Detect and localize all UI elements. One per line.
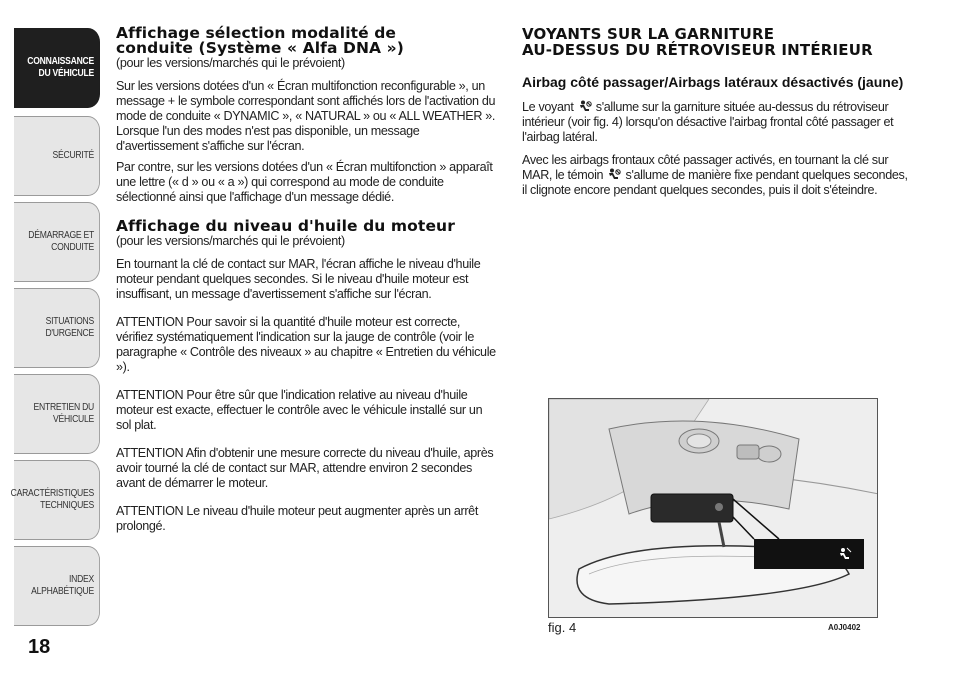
section-oil-level [116,219,500,534]
subsection-title: Airbag côté passager/Airbags latéraux désactivés (jaune) [522,74,904,90]
page-number: 18 [28,636,51,658]
section-title-line2: AU-DESSUS DU RÉTROVISEUR INTÉRIEUR [522,41,873,59]
section-note: (pour les versions/marchés qui le prévoient) [116,56,345,70]
tab-situations-urgence[interactable]: SITUATIONS D'URGENCE [14,288,100,368]
figure-code: A0J0402 [828,623,861,632]
warning-paragraph: ATTENTION Le niveau d'huile moteur peut augmenter après un arrêt prolongé. [116,504,478,533]
warning-paragraph: ATTENTION Pour être sûr que l'indication relative au niveau d'huile moteur est exacte, effectuer le contrôle avec le véhicule installé sur un sol plat. [116,388,483,432]
tab-index-alphabetique[interactable]: INDEX ALPHABÉTIQUE [14,546,100,626]
airbag-off-icon [578,100,592,113]
paragraph: En tournant la clé de contact sur MAR, l'écran affiche le niveau d'huile moteur pendant quelques secondes. Si le niveau d'huile moteur est insuffisant, un message d'avertissement s'affiche sur l'écran. [116,257,481,301]
section-title-line1: Affichage sélection modalité de [116,24,397,42]
warning-paragraph: ATTENTION Pour savoir si la quantité d'huile moteur est correcte, vérifiez systématiquement l'indication sur la jauge de contrôle (voir le paragraphe « Contrôle des niveaux » au chapitre « Entretien du véhicule »). [116,315,496,374]
left-column [116,26,500,534]
tab-demarrage-conduite[interactable]: DÉMARRAGE ET CONDUITE [14,202,100,282]
tab-securite[interactable]: SÉCURITÉ [14,116,100,196]
section-title-line2: conduite (Système « Alfa DNA ») [116,39,404,57]
section-note: (pour les versions/marchés qui le prévoient) [116,234,345,248]
paragraph: Par contre, sur les versions dotées d'un « Écran multifonction » apparaît une lettre (« d » ou « a ») qui correspond au mode de conduite sélectionné ainsi que l'affichage d'un message dédié. [116,160,493,204]
paragraph: Avec les airbags frontaux côté passager activés, en tournant la clé sur MAR, le témoin s'allume de manière fixe pendant quelques secondes, il clignote encore pendant quelques secondes, puis il doit s'éteindre. [522,153,908,197]
tab-entretien-vehicule[interactable]: ENTRETIEN DU VÉHICULE [14,374,100,454]
paragraph: Sur les versions dotées d'un « Écran multifonction reconfigurable », un message + le symbole correspondant sont affichés lors de l'activation du mode de conduite « DYNAMIC », « NATURAL » ou « ALL WEATHER ». Lorsque l'un des modes n'est pas disponible, un message d'avertissement s'affiche sur l'écran. [116,79,496,153]
section-title-line1: VOYANTS SUR LA GARNITURE [522,25,775,43]
figure-caption: fig. 4 [548,620,577,635]
airbag-off-icon [607,168,621,181]
paragraph: Le voyant s'allume sur la garniture située au-dessus du rétroviseur intérieur (voir fig. 4) lorsqu'on désactive l'airbag frontal côté passager et l'airbag latéral. [522,100,894,144]
right-column [522,26,912,198]
tab-caracteristiques-techniques[interactable]: CARACTÉRISTIQUES TECHNIQUES [14,460,100,540]
overhead-panel-illustration [549,399,878,618]
section-drive-mode [116,26,500,205]
tab-connaissance-vehicule[interactable]: CONNAISSANCE DU VÉHICULE [14,28,100,108]
section-title: Affichage du niveau d'huile du moteur [116,217,455,235]
figure-overhead-panel [548,398,878,618]
warning-paragraph: ATTENTION Afin d'obtenir une mesure correcte du niveau d'huile, après avoir tourné la clé de contact sur MAR, attendre environ 2 secondes avant de démarrer le moteur. [116,446,494,490]
